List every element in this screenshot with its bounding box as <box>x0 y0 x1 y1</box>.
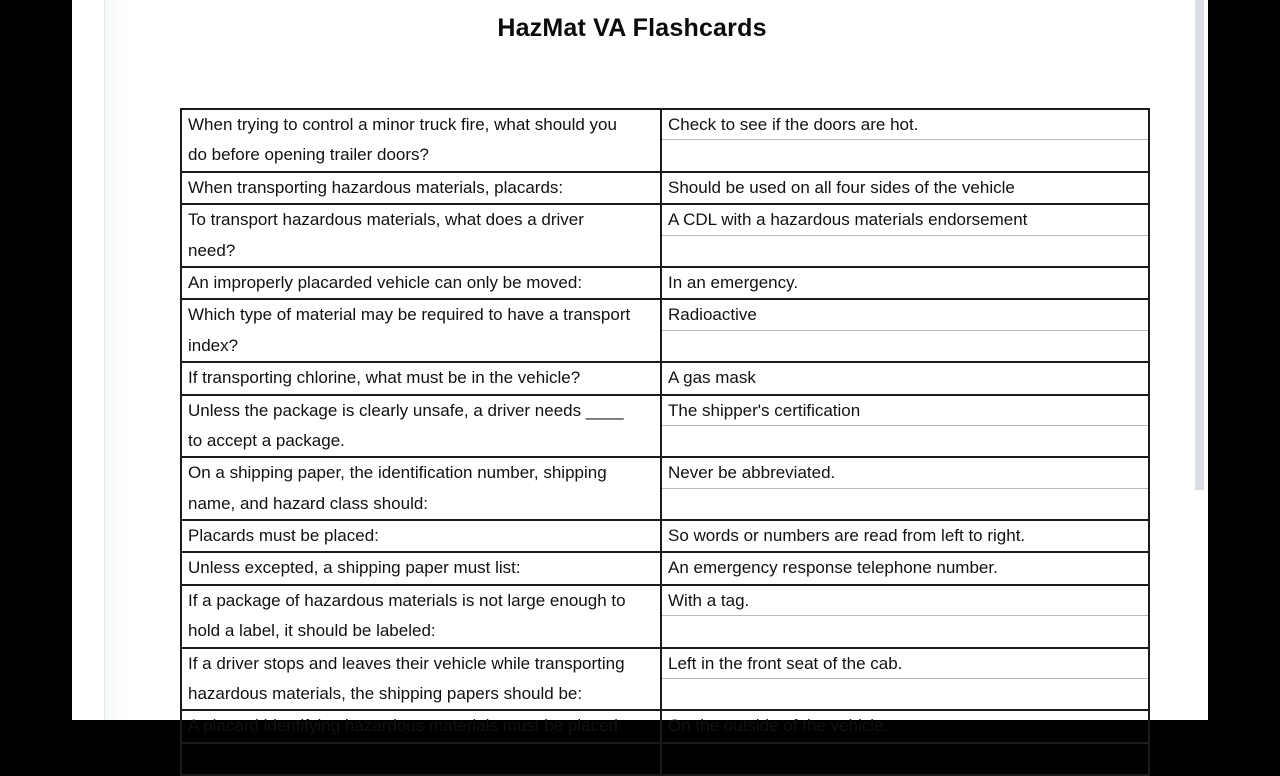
answer-line <box>662 331 1148 361</box>
table-row <box>181 109 1149 172</box>
answer-cell <box>661 204 1149 267</box>
table-row <box>181 648 1149 711</box>
vertical-scrollbar-thumb[interactable] <box>1195 0 1204 490</box>
answer-cell <box>661 520 1149 552</box>
table-row <box>181 585 1149 648</box>
question-cell <box>181 520 661 552</box>
answer-cell <box>661 457 1149 520</box>
question-line: An improperly placarded vehicle can only be moved: <box>188 272 583 292</box>
table-row <box>181 267 1149 299</box>
question-cell <box>181 585 661 648</box>
question-cell <box>181 299 661 362</box>
answer-line <box>662 679 1148 709</box>
answer-cell <box>661 362 1149 394</box>
answer-line: With a tag. <box>662 586 1148 616</box>
question-line: Unless the package is clearly unsafe, a driver needs ____ <box>188 400 624 420</box>
answer-line: A gas mask <box>668 368 756 388</box>
question-line: Placards must be placed: <box>188 526 379 546</box>
answer-cell <box>661 648 1149 711</box>
question-cell <box>181 362 661 394</box>
answer-line: Check to see if the doors are hot. <box>662 110 1148 140</box>
answer-cell <box>661 267 1149 299</box>
question-line: hold a label, it should be labeled: <box>188 621 436 641</box>
answer-line: In an emergency. <box>668 272 799 292</box>
table-row <box>181 552 1149 584</box>
flashcard-table-body <box>181 109 1149 775</box>
answer-cell <box>661 585 1149 648</box>
question-line: index? <box>188 335 239 355</box>
answer-line <box>662 426 1148 456</box>
letterbox-right <box>1208 0 1280 720</box>
answer-line <box>662 140 1148 170</box>
question-line: do before opening trailer doors? <box>188 145 429 165</box>
question-cell <box>181 395 661 458</box>
question-cell <box>181 172 661 204</box>
table-row <box>181 457 1149 520</box>
answer-cell <box>661 109 1149 172</box>
answer-cell <box>661 743 1149 775</box>
question-cell <box>181 109 661 172</box>
question-line: Which type of material may be required to have a transport <box>188 305 631 325</box>
answer-line: Left in the front seat of the cab. <box>662 649 1148 679</box>
question-line: To transport hazardous materials, what does a driver <box>188 210 584 230</box>
table-row <box>181 299 1149 362</box>
answer-cell <box>661 172 1149 204</box>
question-line <box>182 744 660 774</box>
answer-line: A CDL with a hazardous materials endorsement <box>662 205 1148 235</box>
question-line: Unless excepted, a shipping paper must list: <box>188 558 521 578</box>
question-line: to accept a package. <box>188 430 345 450</box>
question-line: When transporting hazardous materials, placards: <box>188 177 564 197</box>
vertical-scrollbar-track[interactable] <box>1192 0 1208 720</box>
table-row <box>181 520 1149 552</box>
question-line: On a shipping paper, the identification number, shipping <box>188 463 607 483</box>
question-line: If transporting chlorine, what must be in the vehicle? <box>188 368 581 388</box>
answer-cell <box>661 552 1149 584</box>
answer-line <box>662 616 1148 646</box>
table-row <box>181 204 1149 267</box>
flashcard-table <box>180 108 1150 776</box>
answer-cell <box>661 395 1149 458</box>
table-row <box>181 172 1149 204</box>
question-line: name, and hazard class should: <box>188 493 429 513</box>
question-cell <box>181 204 661 267</box>
answer-line <box>662 489 1148 519</box>
answer-line: On the outside of the vehicle. <box>668 716 889 736</box>
document-content <box>72 0 1192 736</box>
answer-line: An emergency response telephone number. <box>668 558 998 578</box>
answer-cell <box>661 299 1149 362</box>
question-line: If a driver stops and leaves their vehicle while transporting <box>188 653 625 673</box>
document-viewport <box>72 0 1208 736</box>
question-cell <box>181 552 661 584</box>
question-cell <box>181 267 661 299</box>
question-line: hazardous materials, the shipping papers should be: <box>188 684 583 704</box>
letterbox-left <box>0 0 72 720</box>
answer-line: Never be abbreviated. <box>662 458 1148 488</box>
page-title: HazMat VA Flashcards <box>497 14 767 42</box>
answer-line: So words or numbers are read from left to right. <box>668 526 1026 546</box>
answer-cell <box>661 710 1149 742</box>
question-line: need? <box>188 240 236 260</box>
question-line: A placard identifying hazardous materials must be placed: <box>188 716 623 736</box>
answer-line: Should be used on all four sides of the vehicle <box>668 177 1015 197</box>
answer-line: The shipper's certification <box>662 396 1148 426</box>
question-line: If a package of hazardous materials is not large enough to <box>188 590 626 610</box>
question-line: When trying to control a minor truck fire, what should you <box>188 115 617 134</box>
table-row <box>181 743 1149 775</box>
table-row <box>181 362 1149 394</box>
question-cell <box>181 648 661 711</box>
question-cell <box>181 710 661 742</box>
table-row <box>181 395 1149 458</box>
answer-line <box>662 236 1148 266</box>
answer-line <box>662 744 1148 774</box>
question-cell <box>181 457 661 520</box>
table-row <box>181 710 1149 742</box>
answer-line: Radioactive <box>662 300 1148 330</box>
question-cell <box>181 743 661 775</box>
